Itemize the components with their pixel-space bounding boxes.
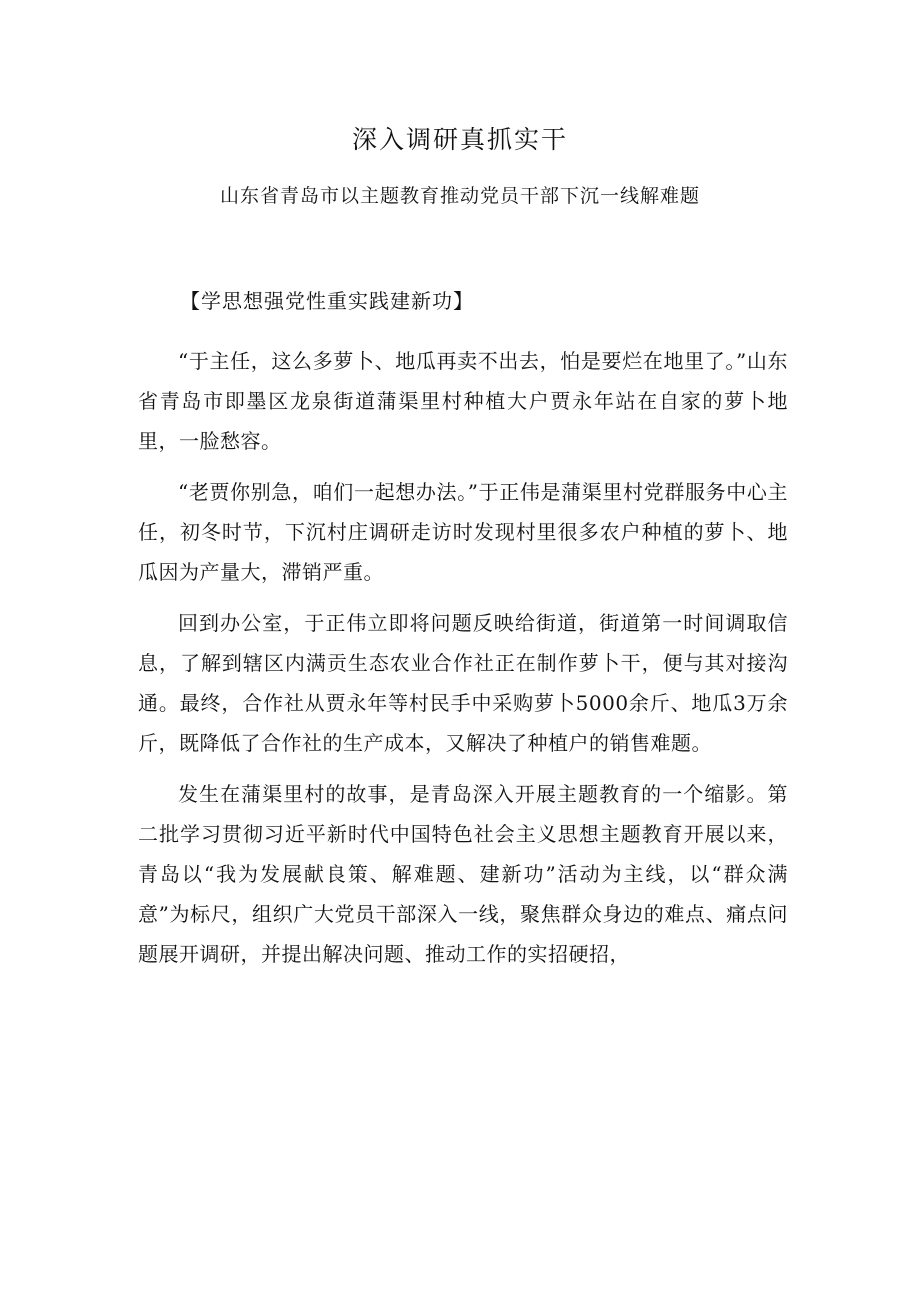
paragraph: 回到办公室，于正伟立即将问题反映给街道，街道第一时间调取信息，了解到辖区内满贡生态农业合作社正在制作萝卜干，便与其对接沟通。最终，合作社从贾永年等村民手中采购萝卜5000余斤、地瓜3万余斤，既降低了合作社的生产成本，又解决了种植户的销售难题。: [138, 611, 788, 755]
paragraph: 发生在蒲渠里村的故事，是青岛深入开展主题教育的一个缩影。第二批学习贯彻习近平新时代中国特色社会主义思想主题教育开展以来，青岛以“我为发展献良策、解难题、建新功”活动为主线，以“群众满意”为标尺，组织广大党员干部深入一线，聚焦群众身边的难点、痛点问题展开调研，并提出解决问题、推动工作的实招硬招，: [138, 782, 788, 966]
section-tag: 【学思想强党性重实践建新功】: [180, 289, 474, 313]
document-title: 深入调研真抓实干: [351, 125, 568, 154]
document-subtitle: 山东省青岛市以主题教育推动党员干部下沉一线解难题: [219, 185, 700, 207]
article-body: [138, 341, 788, 974]
paragraph: “于主任，这么多萝卜、地瓜再卖不出去，怕是要烂在地里了。”山东省青岛市即墨区龙泉街道蒲渠里村种植大户贾永年站在自家的萝卜地里，一脸愁容。: [138, 349, 788, 453]
paragraph: “老贾你别急，咱们一起想办法。”于正伟是蒲渠里村党群服务中心主任，初冬时节，下沉村庄调研走访时发现村里很多农户种植的萝卜、地瓜因为产量大，滞销严重。: [138, 480, 788, 584]
